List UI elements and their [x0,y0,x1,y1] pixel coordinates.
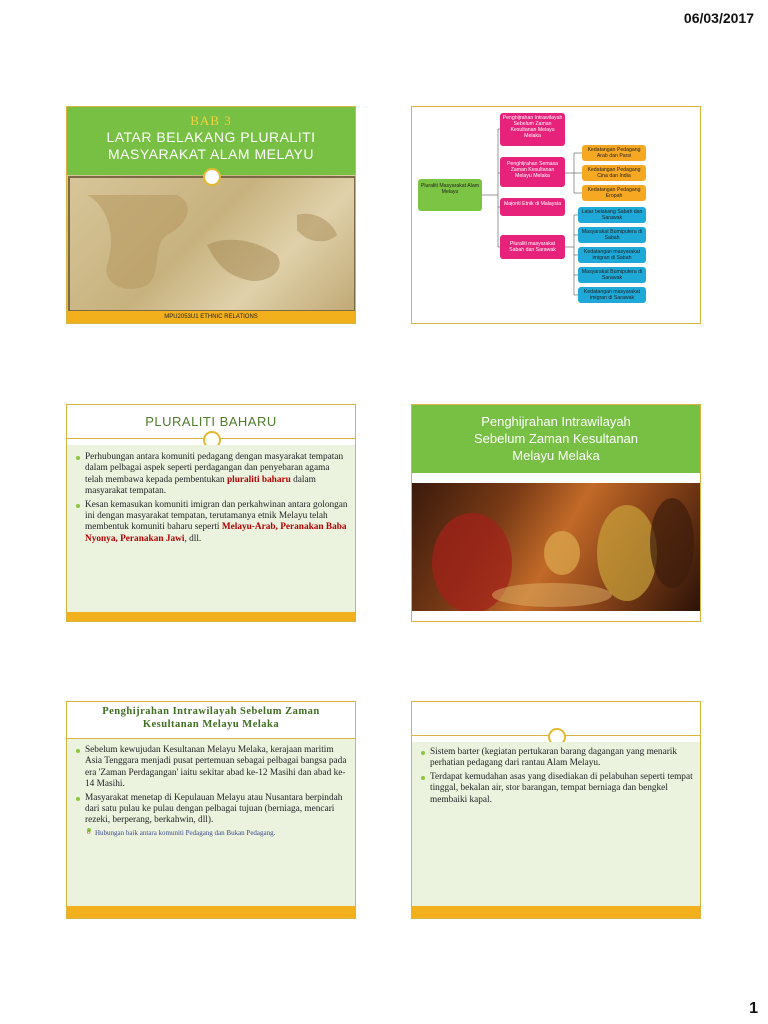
bullet-1: Perhubungan antara komuniti pedagang dengan masyarakat tempatan dalam pelbagai aspek seperti perdagangan dan penyebaran agama telah membawa kepada pembentukan pluraliti baharu dalam masyarakat tempatan. [85,452,349,498]
bullet-2: Masyarakat menetap di Kepulauan Melayu atau Nusantara berpindah dari satu pulau ke pulau dengan pelbagai tujuan (berniaga, mencari rezeki, berperang, berkahwin, dll). o Hubungan baik antara komuniti Pedagang dan Bukan Pedagang. [85,793,349,838]
slide-penghijrahan [66,701,356,919]
antique-map-image [67,175,355,313]
slide-title-header [67,107,355,175]
painting-illustration [412,483,701,611]
mindmap-leaf-bumiputera-sarawak: Masyarakat Bumiputera di Sarawak [578,267,646,283]
mindmap-leaf-cina: Kedatangan Pedagang Cina dan India [582,165,646,181]
mindmap-leaf-imigran-sabah: Kedatangan masyarakat imigran di Sabah [578,247,646,263]
slide-title [66,106,356,324]
title-line-1: Penghijrahan Intrawilayah Sebelum Zaman [102,706,320,717]
trading-scene-painting [412,483,700,611]
title-line-1: LATAR BELAKANG PLURALITI [106,129,316,145]
page-number: 1 [749,1000,758,1017]
slide-footer-bar [412,906,700,918]
highlight-term: pluraliti baharu [226,474,291,485]
mindmap-leaf-eropah: Kedatangan Pedagang Eropah [582,185,646,201]
circle-ornament-icon [203,168,221,186]
course-footer: MPU2053U1 ETHNIC RELATIONS [67,311,355,323]
title-line-2: MASYARAKAT ALAM MELAYU [107,146,315,162]
bullet-1: Sebelum kewujudan Kesultanan Melayu Melaka, kerajaan maritim Asia Tenggara menjadi pusat pertemuan sebagai pelbagai bangsa pada era 'Zaman Perdagangan' iaitu sekitar abad ke-12 Masihi dan abad ke-14 Masihi. [85,745,349,791]
mindmap-branch-3: Majoriti Etnik di Malaysia [500,198,565,216]
mindmap-branch-4: Pluraliti masyarakat Sabah dan Sarawak [500,235,565,259]
slide-header [412,405,700,473]
highlight-term: Melayu-Arab, Peranakan Baba Nyonya, Peranakan Jawi [85,522,347,544]
slide-body [67,445,355,615]
slide-title [67,702,355,731]
mindmap-leaf-imigran-sarawak: Kedatangan masyarakat imigran di Sarawak [578,287,646,303]
title-line-1: Penghijrahan Intrawilayah [481,414,631,429]
mindmap-branch-1: Penghijrahan Intrawilayah Sebelum Zaman Kesultanan Melayu Melaka [500,113,565,146]
slide-barter [411,701,701,919]
slide-photo [411,404,701,622]
slide-header [67,702,355,739]
slide-footer-bar [67,906,355,918]
bullet-1: Sistem barter (kegiatan pertukaran barang dagangan yang menarik perhatian pedagang dari rantau Alam Melayu. [430,747,694,770]
slide-body [412,742,700,906]
slide-title: PLURALITI BAHARU [145,414,277,429]
document-date: 06/03/2017 [683,10,754,26]
chapter-label: BAB 3 [190,113,232,128]
title-line-2: Sebelum Zaman Kesultanan [473,431,639,446]
mindmap-leaf-bumiputera-sabah: Masyarakat Bumiputera di Sabah [578,227,646,243]
slide-footer-bar [67,612,355,621]
mindmap-root: Pluraliti Masyarakat Alam Melayu [418,179,482,211]
mindmap-branch-2: Penghijrahan Semasa Zaman Kesultanan Melayu Melaka [500,157,565,187]
map-illustration [67,175,356,313]
mindmap-leaf-arab: Kedatangan Pedagang Arab dan Parsi [582,145,646,161]
slide-body [67,739,355,906]
bullet-2: Terdapat kemudahan asas yang disediakan di pelabuhan seperti tempat tinggal, bekalan air, stor barangan, tempat berniaga dan bengkel membaiki kapal. [430,771,693,805]
bullet-2: Kesan kemasukan komuniti imigran dan perkahwinan antara golongan ini dengan masyarakat tempatan, terutamanya etnik Melayu telah membentuk komuniti baharu seperti Melayu-Arab, Peranakan Baba Nyonya, Peranakan Jawi, dll. [85,499,348,544]
slide-mindmap [411,106,701,324]
mindmap-leaf-latar: Latar belakang Sabah dan Sarawak [578,207,646,223]
title-line-3: Melayu Melaka [512,448,600,463]
sub-bullet-1: o Hubungan baik antara komuniti Pedagang dan Bukan Pedagang. [95,829,349,838]
title-line-2: Kesultanan Melayu Melaka [142,719,280,730]
slide-pluraliti-baharu [66,404,356,622]
